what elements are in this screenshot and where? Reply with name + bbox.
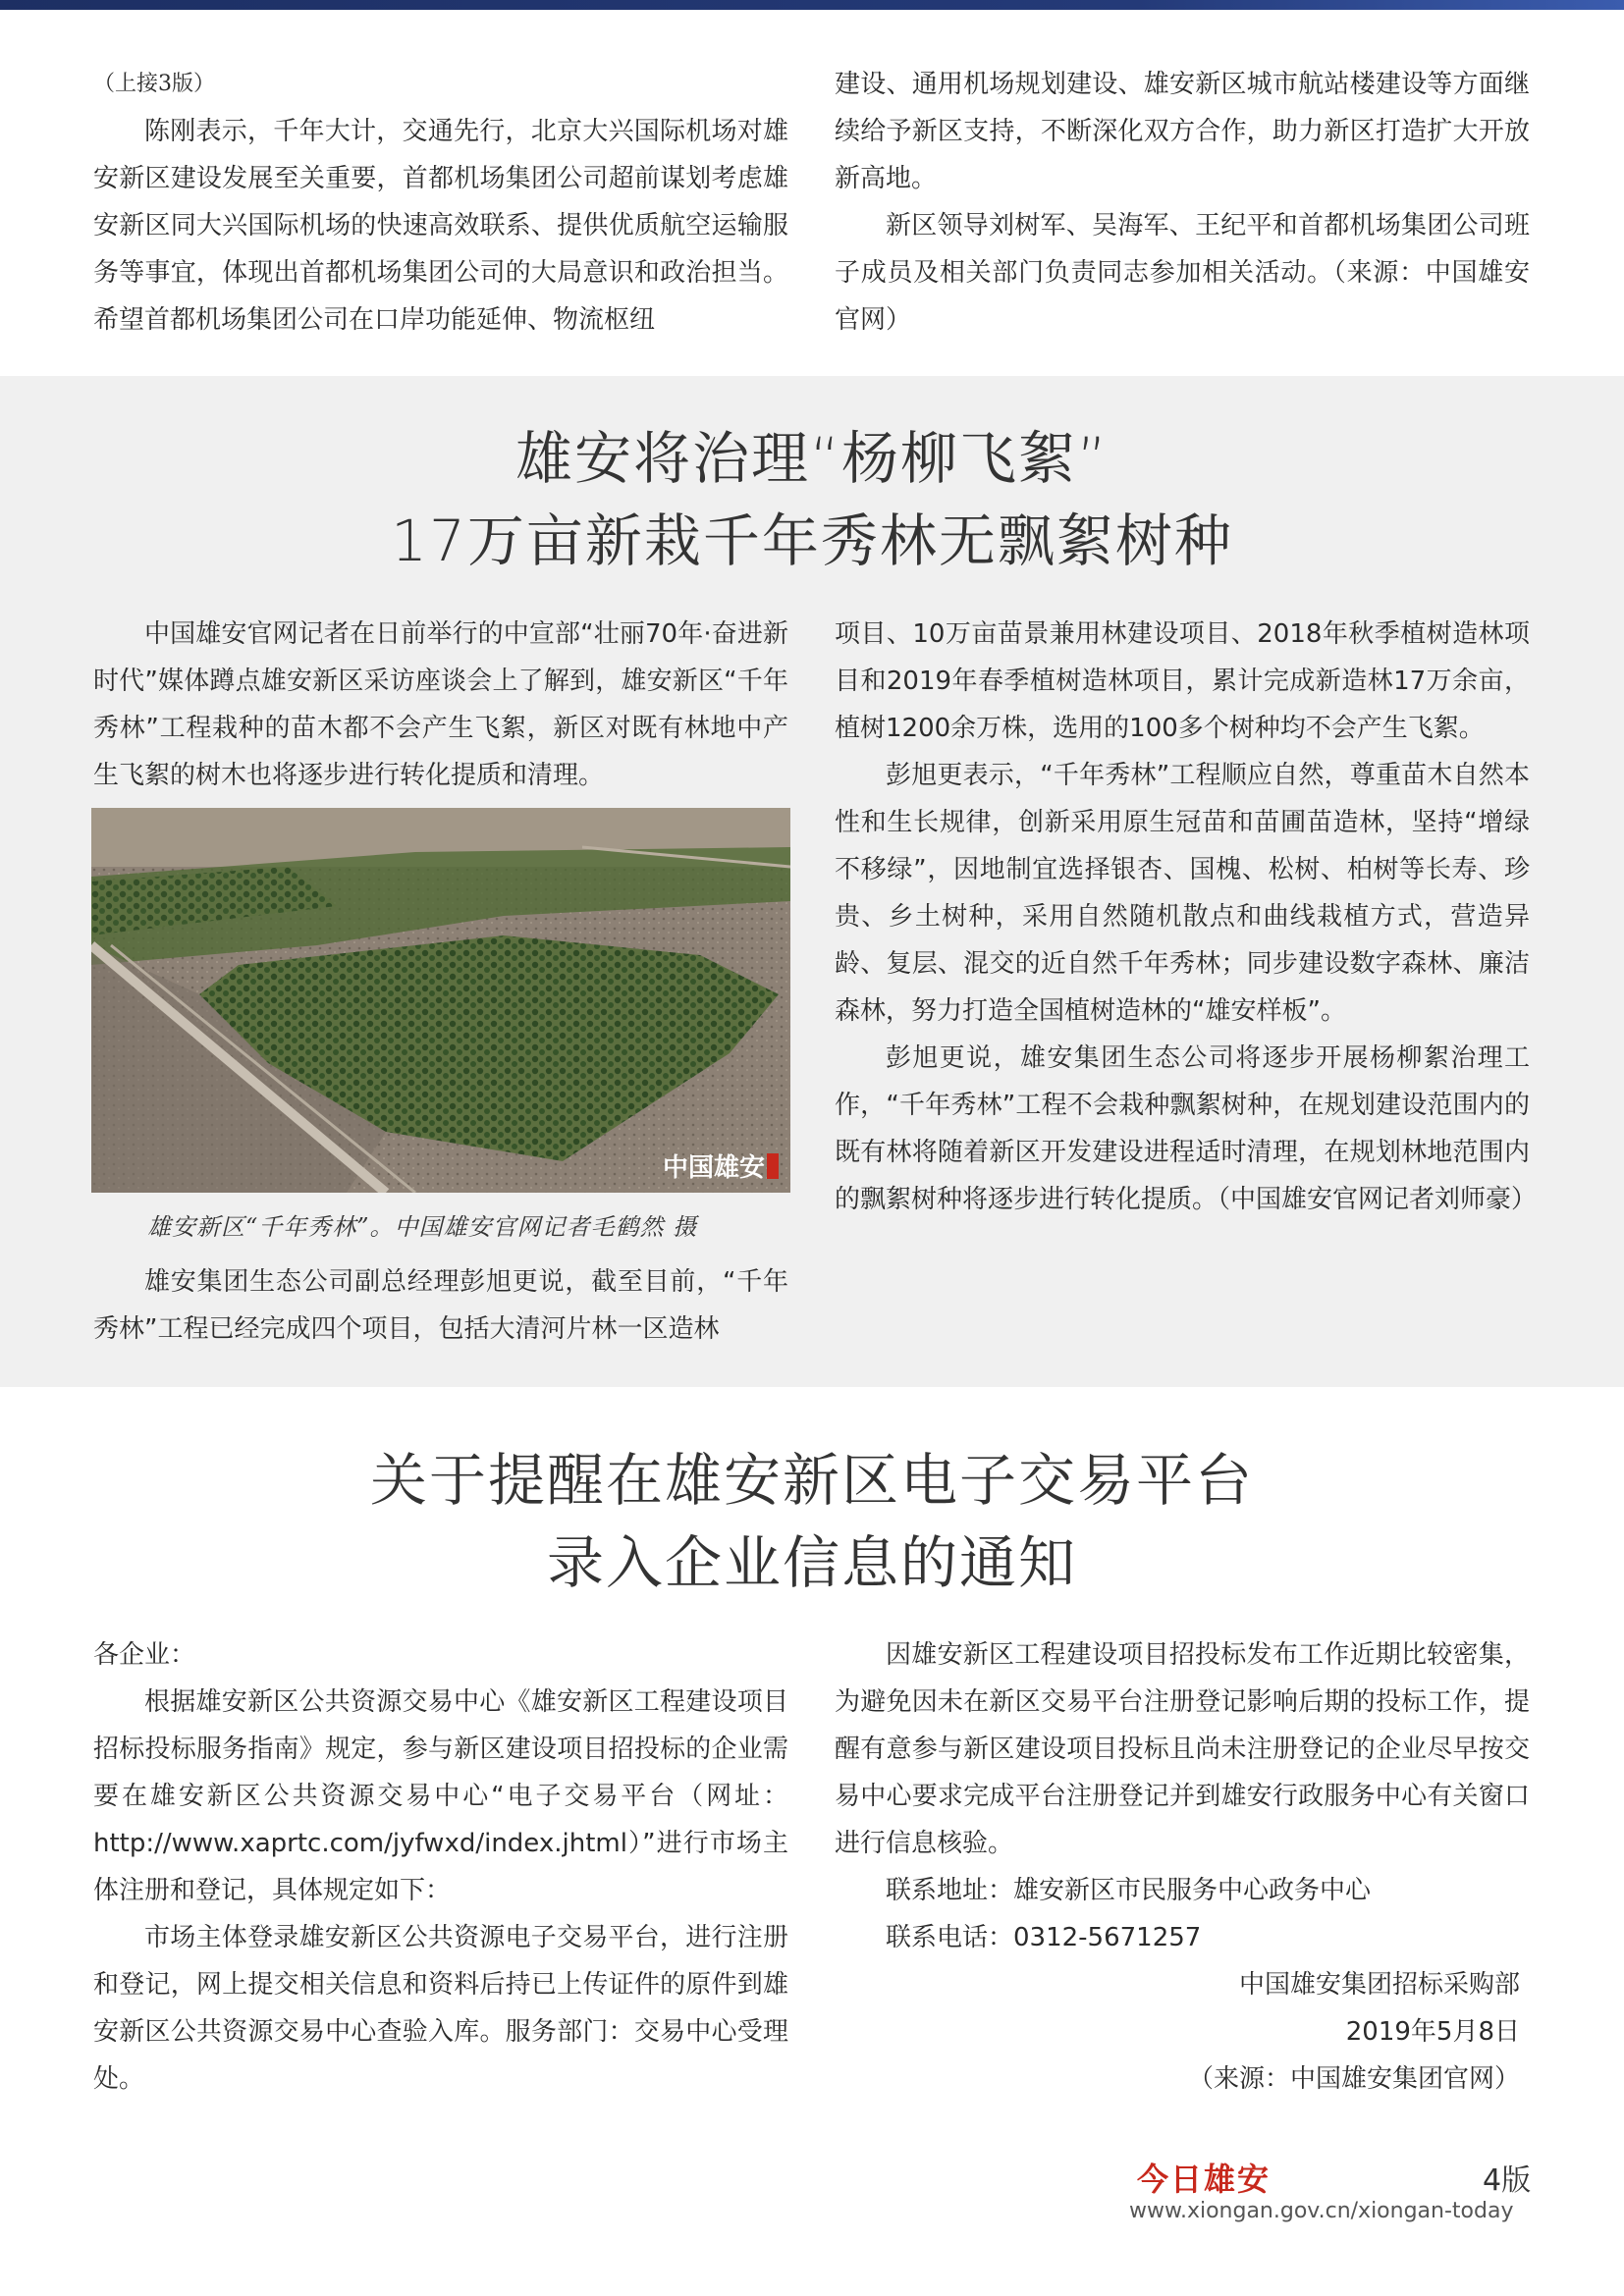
photo-caption: 雄安新区“千年秀林”。中国雄安官网记者毛鹤然 摄 — [147, 1213, 698, 1241]
article-title — [0, 417, 1624, 582]
notice-right-column — [835, 1631, 1530, 2103]
paragraph: 根据雄安新区公共资源交易中心《雄安新区工程建设项目招标投标服务指南》规定，参与新区建设项目招投标的企业需要在雄安新区公共资源交易中心“电子交易平台（网址：http://www.xaprtc.com/jyfwxd/index.jhtml）”进行市场主体注册和登记，具体规定如下： — [93, 1687, 788, 1905]
paragraph: 因雄安新区工程建设项目招投标发布工作近期比较密集，为避免因未在新区交易平台注册登记影响后期的投标工作，提醒有意参与新区建设项目投标且尚未注册登记的企业尽早按交易中心要求完成平台注册登记并到雄安行政服务中心有关窗口进行信息核验。 — [835, 1640, 1530, 1858]
continued-tag: （上接3版） — [93, 72, 215, 96]
top-left-column — [93, 61, 788, 344]
top-right-column — [835, 61, 1530, 344]
notice-title — [0, 1439, 1624, 1604]
title-line: 17万亩新栽千年秀林无飘絮树种 — [391, 507, 1233, 574]
signature-org: 中国雄安集团招标采购部 — [1238, 1970, 1520, 2000]
paragraph: 新区领导刘树军、吴海军、王纪平和首都机场集团公司班子成员及相关部门负责同志参加相关活动。（来源：中国雄安官网） — [835, 211, 1530, 335]
page-number: 4版 — [1483, 2163, 1532, 2198]
photo-watermark: 中国雄安 — [663, 1153, 766, 1183]
watermark-seal-icon — [767, 1153, 779, 1179]
paragraph: 彭旭更表示，“千年秀林”工程顺应自然，尊重苗木自然本性和生长规律，创新采用原生冠苗和苗圃苗造林，坚持“增绿不移绿”，因地制宜选择银杏、国槐、松树、柏树等长寿、珍贵、乡土树种，采用自然随机散点和曲线栽植方式，营造异龄、复层、混交的近自然千年秀林；同步建设数字森林、廉洁森林，努力打造全国植树造林的“雄安样板”。 — [835, 761, 1530, 1026]
paragraph: 中国雄安官网记者在日前举行的中宣部“壮丽70年·奋进新时代”媒体蹲点雄安新区采访座谈会上了解到，雄安新区“千年秀林”工程栽种的苗木都不会产生飞絮，新区对既有林地中产生飞絮的树木也将逐步进行转化提质和清理。 — [93, 619, 788, 790]
contact-address: 联系地址：雄安新区市民服务中心政务中心 — [886, 1876, 1372, 1905]
website-url[interactable]: www.xiongan.gov.cn/xiongan-today — [1129, 2199, 1514, 2223]
article1-left-bottom — [93, 1258, 788, 1353]
paragraph: 项目、10万亩苗景兼用林建设项目、2018年秋季植树造林项目和2019年春季植树造林项目，累计完成新造林17万余亩，植树1200余万株，选用的100多个树种均不会产生飞絮。 — [835, 619, 1530, 743]
paragraph: 雄安集团生态公司副总经理彭旭更说，截至目前，“千年秀林”工程已经完成四个项目，包括大清河片林一区造林 — [93, 1267, 788, 1344]
paragraph: 陈刚表示，千年大计，交通先行，北京大兴国际机场对雄安新区建设发展至关重要，首都机场集团公司超前谋划考虑雄安新区同大兴国际机场的快速高效联系、提供优质航空运输服务等事宜，体现出首都机场集团公司的大局意识和政治担当。希望首都机场集团公司在口岸功能延伸、物流枢纽 — [93, 117, 788, 335]
title-line: 雄安将治理“杨柳飞絮” — [514, 425, 1110, 492]
article1-right-column — [835, 611, 1538, 1223]
notice-left-column — [93, 1631, 788, 2103]
publication-logo: 今日雄安 — [1137, 2161, 1272, 2198]
paragraph: 建设、通用机场规划建设、雄安新区城市航站楼建设等方面继续给予新区支持，不断深化双方合作，助力新区打造扩大开放新高地。 — [835, 70, 1530, 193]
title-line: 关于提醒在雄安新区电子交易平台 — [369, 1447, 1254, 1514]
article1-left-top — [93, 611, 788, 799]
title-line: 录入企业信息的通知 — [546, 1529, 1077, 1596]
signature-date: 2019年5月8日 — [1345, 2017, 1520, 2047]
paragraph: 彭旭更说，雄安集团生态公司将逐步开展杨柳絮治理工作，“千年秀林”工程不会栽种飘絮树种，在规划建设范围内的既有林将随着新区开发建设进程适时清理，在规划林地范围内的飘絮树种将逐步进行转化提质。（中国雄安官网记者刘师豪） — [835, 1043, 1538, 1214]
source-note: （来源：中国雄安集团官网） — [1187, 2064, 1520, 2094]
forest-photo — [91, 808, 790, 1193]
top-color-bar — [0, 0, 1624, 10]
paragraph: 市场主体登录雄安新区公共资源电子交易平台，进行注册和登记，网上提交相关信息和资料后持已上传证件的原件到雄安新区公共资源交易中心查验入库。服务部门：交易中心受理处。 — [93, 1923, 788, 2094]
contact-phone: 联系电话：0312-5671257 — [886, 1923, 1202, 1952]
salutation: 各企业： — [93, 1640, 196, 1670]
